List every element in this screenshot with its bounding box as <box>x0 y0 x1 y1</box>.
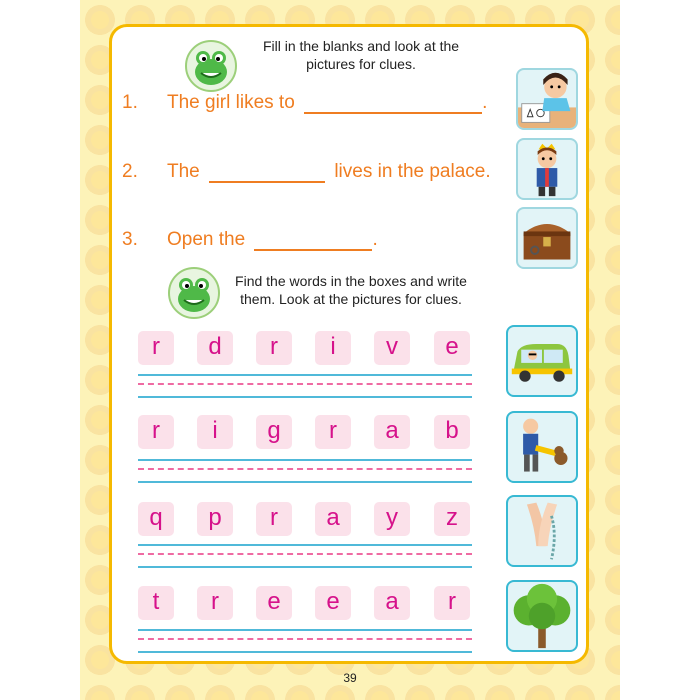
question-1 <box>167 92 487 114</box>
letter-tile[interactable]: r <box>197 586 233 620</box>
writing-lines[interactable] <box>138 457 472 485</box>
letter-tile[interactable]: a <box>315 502 351 536</box>
question-text: The girl likes to <box>167 92 295 113</box>
instruction-line: Fill in the blanks and look at the <box>262 38 460 54</box>
letter-tile[interactable]: y <box>374 502 410 536</box>
question-text-end: . <box>372 229 378 250</box>
writing-lines[interactable] <box>138 627 472 655</box>
letter-tile[interactable]: a <box>374 586 410 620</box>
girl-drawing-icon <box>516 68 578 130</box>
letter-tile[interactable]: g <box>256 415 292 449</box>
letter-row-3 <box>138 502 472 534</box>
question-number: 3. <box>122 229 138 250</box>
page-number: 39 <box>343 671 357 685</box>
instruction-line: Find the words in the boxes and write <box>235 273 467 289</box>
car-driver-icon <box>506 325 578 397</box>
letter-tile[interactable]: b <box>434 415 470 449</box>
instruction-line: pictures for clues. <box>306 56 416 72</box>
letter-tile[interactable]: v <box>374 331 410 365</box>
answer-blank[interactable] <box>304 94 482 114</box>
writing-lines[interactable] <box>138 542 472 570</box>
treasure-chest-icon <box>516 207 578 269</box>
answer-blank[interactable] <box>254 231 372 251</box>
letter-tile[interactable]: r <box>138 415 174 449</box>
answer-blank[interactable] <box>209 163 325 183</box>
grab-icon <box>506 411 578 483</box>
letter-tile[interactable]: r <box>138 331 174 365</box>
letter-tile[interactable]: i <box>197 415 233 449</box>
letter-tile[interactable]: e <box>315 586 351 620</box>
prince-icon <box>516 138 578 200</box>
letter-row-4 <box>138 586 472 618</box>
question-3 <box>167 229 378 251</box>
instruction-find-words <box>220 272 482 308</box>
letter-tile[interactable]: z <box>434 502 470 536</box>
frog-icon <box>168 267 220 319</box>
letter-row-2 <box>138 415 472 447</box>
letter-tile[interactable]: t <box>138 586 174 620</box>
letter-tile[interactable]: r <box>256 502 292 536</box>
letter-tile[interactable]: q <box>138 502 174 536</box>
question-2 <box>167 161 491 183</box>
letter-tile[interactable]: p <box>197 502 233 536</box>
letter-tile[interactable]: a <box>374 415 410 449</box>
letter-tile[interactable]: r <box>256 331 292 365</box>
writing-lines[interactable] <box>138 372 472 400</box>
question-text: The <box>167 161 200 182</box>
instruction-fill-blanks <box>236 37 486 73</box>
question-number: 2. <box>122 161 138 182</box>
letter-tile[interactable]: r <box>434 586 470 620</box>
praying-hands-icon <box>506 495 578 567</box>
instruction-line: them. Look at the pictures for clues. <box>240 291 462 307</box>
frog-icon <box>185 40 237 92</box>
question-text-end: lives in the palace. <box>334 161 491 182</box>
letter-tile[interactable]: d <box>197 331 233 365</box>
letter-row-1 <box>138 331 472 363</box>
question-number: 1. <box>122 92 138 113</box>
letter-tile[interactable]: r <box>315 415 351 449</box>
letter-tile[interactable]: e <box>434 331 470 365</box>
question-text: Open the <box>167 229 246 250</box>
tree-icon <box>506 580 578 652</box>
question-text-end: . <box>482 92 488 113</box>
letter-tile[interactable]: i <box>315 331 351 365</box>
letter-tile[interactable]: e <box>256 586 292 620</box>
